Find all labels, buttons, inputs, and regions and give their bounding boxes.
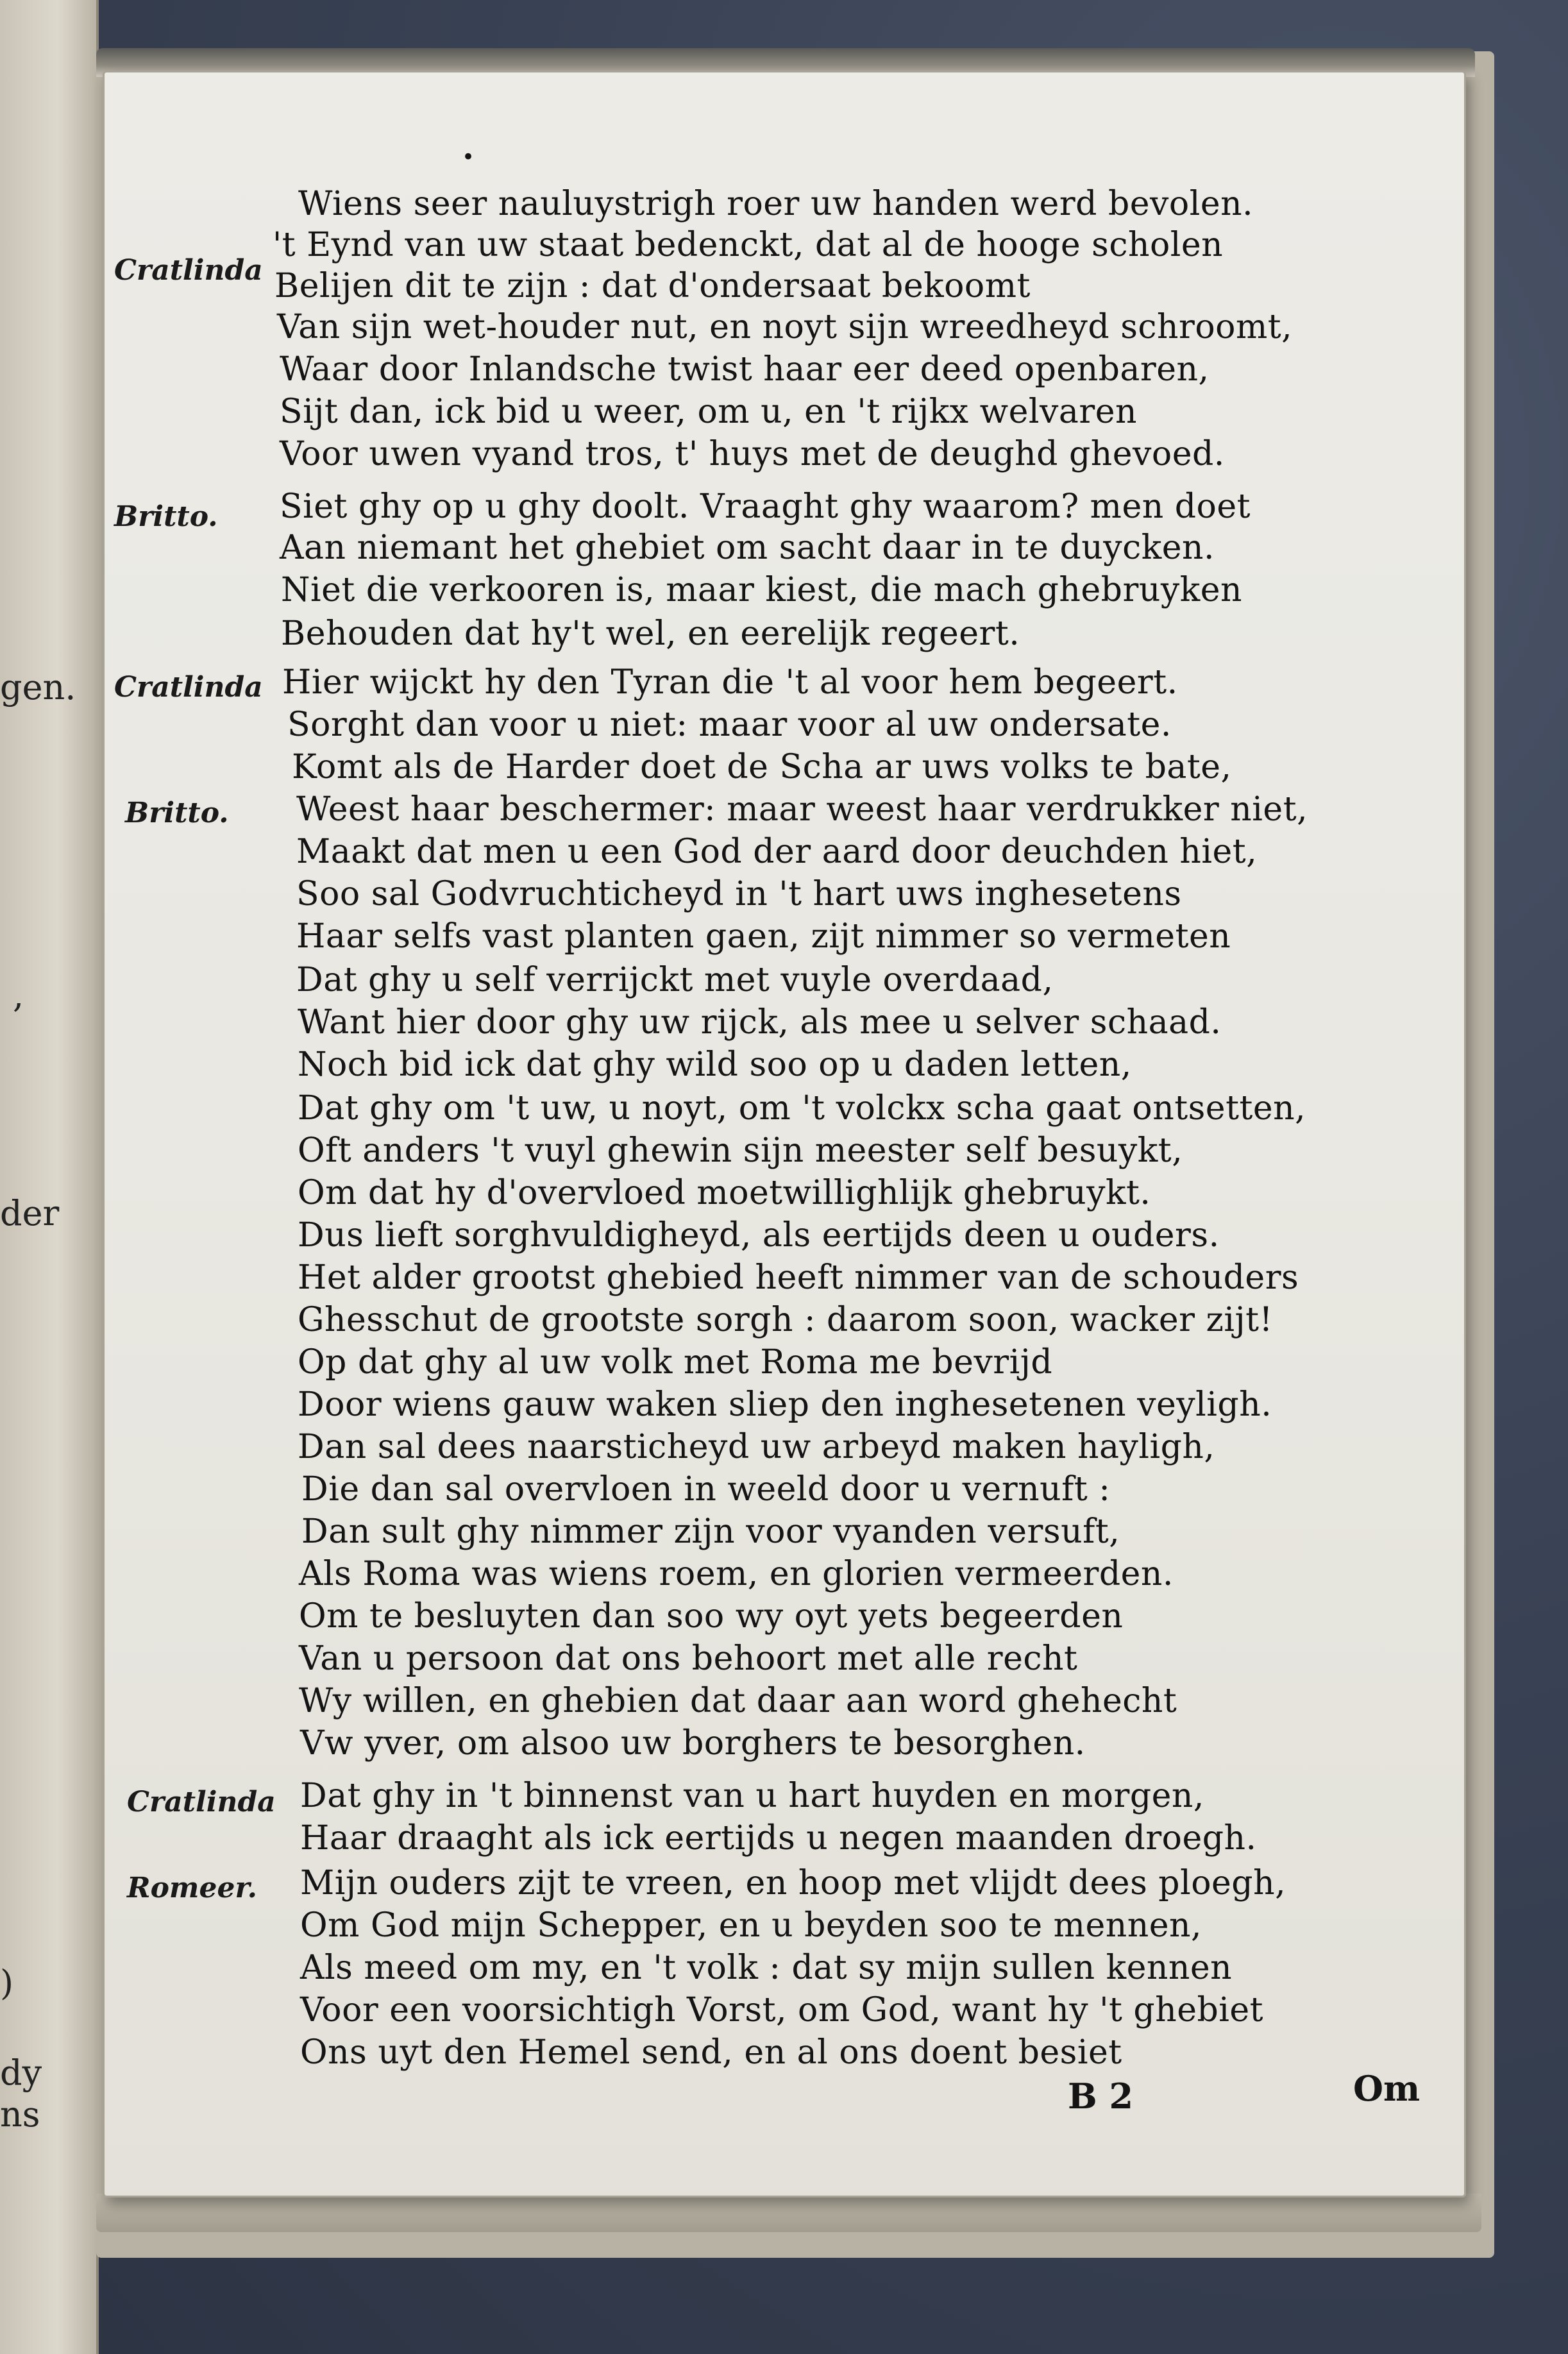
text-line: Het alder grootst ghebied heeft nimmer van de schouders: [298, 1258, 1299, 1297]
left-page-fragment: ): [0, 1963, 14, 2003]
text-line: Van sijn wet-houder nut, en noyt sijn wreedheyd schroomt,: [277, 308, 1293, 346]
text-line: Dat ghy in 't binnenst van u hart huyden en morgen,: [300, 1777, 1204, 1815]
text-line: Soo sal Godvruchticheyd in 't hart uws inghesetens: [296, 875, 1182, 913]
text-line: Op dat ghy al uw volk met Roma me bevrijd: [298, 1343, 1053, 1382]
left-facing-page: [0, 0, 99, 2354]
text-line: Wiens seer nauluystrigh roer uw handen werd bevolen.: [298, 185, 1254, 223]
text-line: Als meed om my, en 't volk : dat sy mijn sullen kennen: [300, 1949, 1233, 1987]
text-line: Sijt dan, ick bid u weer, om u, en 't rijkx welvaren: [280, 393, 1138, 431]
speaker-label: Cratlinda: [127, 1786, 276, 1818]
left-page-fragment: gen.: [0, 667, 76, 707]
text-line: Voor een voorsichtigh Vorst, om God, want hy 't ghebiet: [300, 1991, 1264, 2029]
text-line: Van u persoon dat ons behoort met alle recht: [299, 1639, 1078, 1678]
speaker-label: Romeer.: [127, 1872, 257, 1904]
text-line: Ghesschut de grootste sorgh : daarom soon, wacker zijt!: [298, 1301, 1273, 1339]
text-line: Dan sult ghy nimmer zijn voor vyanden versuft,: [301, 1512, 1120, 1551]
text-line: Haar selfs vast planten gaen, zijt nimmer so vermeten: [296, 917, 1231, 956]
text-line: Dus lieft sorghvuldigheyd, als eertijds deen u ouders.: [298, 1216, 1220, 1255]
text-line: Die dan sal overvloen in weeld door u vernuft :: [301, 1470, 1111, 1509]
left-page-fragment: ,: [13, 975, 24, 1015]
text-line: Dat ghy om 't uw, u noyt, om 't volckx scha gaat ontsetten,: [298, 1089, 1306, 1128]
text-line: Vw yver, om alsoo uw borghers te besorghen.: [300, 1724, 1086, 1763]
text-line: Dat ghy u self verrijckt met vuyle overdaad,: [296, 961, 1054, 999]
text-line: Komt als de Harder doet de Scha ar uws volks te bate,: [292, 748, 1232, 786]
speaker-label: Britto.: [114, 500, 218, 533]
text-line: Sorght dan voor u niet: maar voor al uw ondersate.: [287, 706, 1172, 744]
text-line: Mijn ouders zijt te vreen, en hoop met vlijdt dees ploegh,: [300, 1864, 1286, 1902]
left-page-fragment: dy: [0, 2053, 42, 2093]
text-line: Niet die verkooren is, maar kiest, die mach ghebruyken: [281, 571, 1242, 609]
text-line: Om dat hy d'overvloed moetwillighlijk ghebruykt.: [298, 1174, 1151, 1212]
text-line: Waar door Inlandsche twist haar eer deed openbaren,: [280, 350, 1210, 389]
text-line: Hier wijckt hy den Tyran die 't al voor hem begeert.: [282, 663, 1178, 702]
text-line: Dan sal dees naarsticheyd uw arbeyd maken hayligh,: [298, 1428, 1215, 1466]
text-line: Ons uyt den Hemel send, en al ons doent besiet: [300, 2033, 1122, 2072]
catchword: Om: [1353, 2068, 1420, 2109]
text-line: Behouden dat hy't wel, en eerelijk regeert.: [281, 614, 1020, 653]
text-line: Belijen dit te zijn : dat d'ondersaat bekoomt: [274, 267, 1031, 305]
page-mark: •: [462, 144, 475, 170]
speaker-label: Cratlinda: [114, 254, 263, 287]
text-line: Voor uwen vyand tros, t' huys met de deughd ghevoed.: [280, 435, 1225, 473]
speaker-label: Britto.: [125, 797, 229, 829]
text-line: Om te besluyten dan soo wy oyt yets begeerden: [299, 1597, 1124, 1636]
text-line: Siet ghy op u ghy doolt. Vraaght ghy waarom? men doet: [280, 487, 1251, 526]
text-line: Aan niemant het ghebiet om sacht daar in te duycken.: [280, 529, 1215, 567]
text-line: Wy willen, en ghebien dat daar aan word ghehecht: [299, 1682, 1177, 1720]
text-line: Als Roma was wiens roem, en glorien vermeerden.: [299, 1555, 1174, 1593]
left-page-fragment: ns: [0, 2094, 40, 2135]
page-bottom-edge: [96, 2194, 1481, 2232]
text-line: 't Eynd van uw staat bedenckt, dat al de hooge scholen: [273, 226, 1224, 264]
signature-mark: B 2: [1068, 2076, 1134, 2117]
text-line: Weest haar beschermer: maar weest haar verdrukker niet,: [296, 790, 1308, 829]
text-line: Maakt dat men u een God der aard door deuchden hiet,: [296, 833, 1258, 871]
left-page-fragment: der: [0, 1193, 60, 1233]
text-line: Om God mijn Schepper, en u beyden soo te mennen,: [300, 1906, 1202, 1945]
speaker-label: Cratlinda: [114, 671, 263, 704]
text-line: Door wiens gauw waken sliep den inghesetenen veyligh.: [298, 1385, 1272, 1424]
text-line: Haar draaght als ick eertijds u negen maanden droegh.: [300, 1819, 1257, 1858]
text-line: Oft anders 't vuyl ghewin sijn meester self besuykt,: [298, 1131, 1183, 1170]
text-line: Noch bid ick dat ghy wild soo op u daden letten,: [298, 1046, 1132, 1084]
text-line: Want hier door ghy uw rijck, als mee u selver schaad.: [298, 1003, 1222, 1042]
